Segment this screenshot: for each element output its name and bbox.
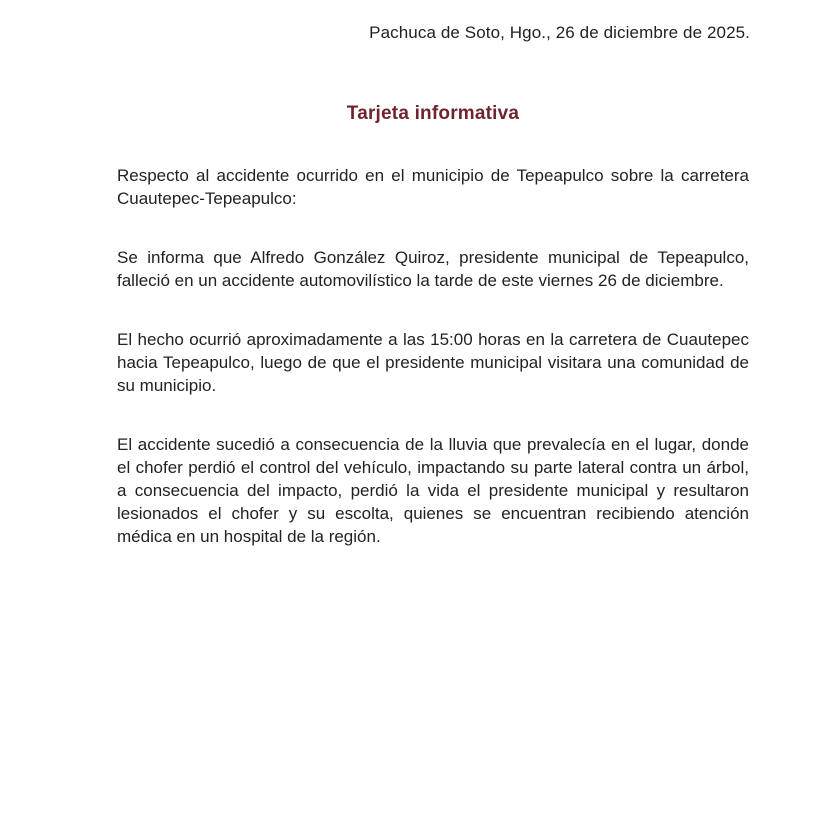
document-body [117,164,749,584]
paragraph-intro: Respecto al accidente ocurrido en el municipio de Tepeapulco sobre la carretera Cuautepec-Tepeapulco: [117,166,749,208]
paragraph-details: El accidente sucedió a consecuencia de la lluvia que prevalecía en el lugar, donde el chofer perdió el control del vehículo, impactando su parte lateral contra un árbol, a consecuencia del impacto, perdió la vida el presidente municipal y resultaron lesionados el chofer y su escolta, quienes se encuentran recibiendo atención médica en un hospital de la región. [117,435,749,546]
place-date: Pachuca de Soto, Hgo., 26 de diciembre de 2025. [369,23,750,42]
paragraph-announcement: Se informa que Alfredo González Quiroz, presidente municipal de Tepeapulco, falleció en un accidente automovilístico la tarde de este viernes 26 de diciembre. [117,248,749,290]
paragraph-circumstances: El hecho ocurrió aproximadamente a las 15:00 horas en la carretera de Cuautepec hacia Tepeapulco, luego de que el presidente municipal visitara una comunidad de su municipio. [117,330,749,395]
document-title: Tarjeta informativa [346,103,520,124]
